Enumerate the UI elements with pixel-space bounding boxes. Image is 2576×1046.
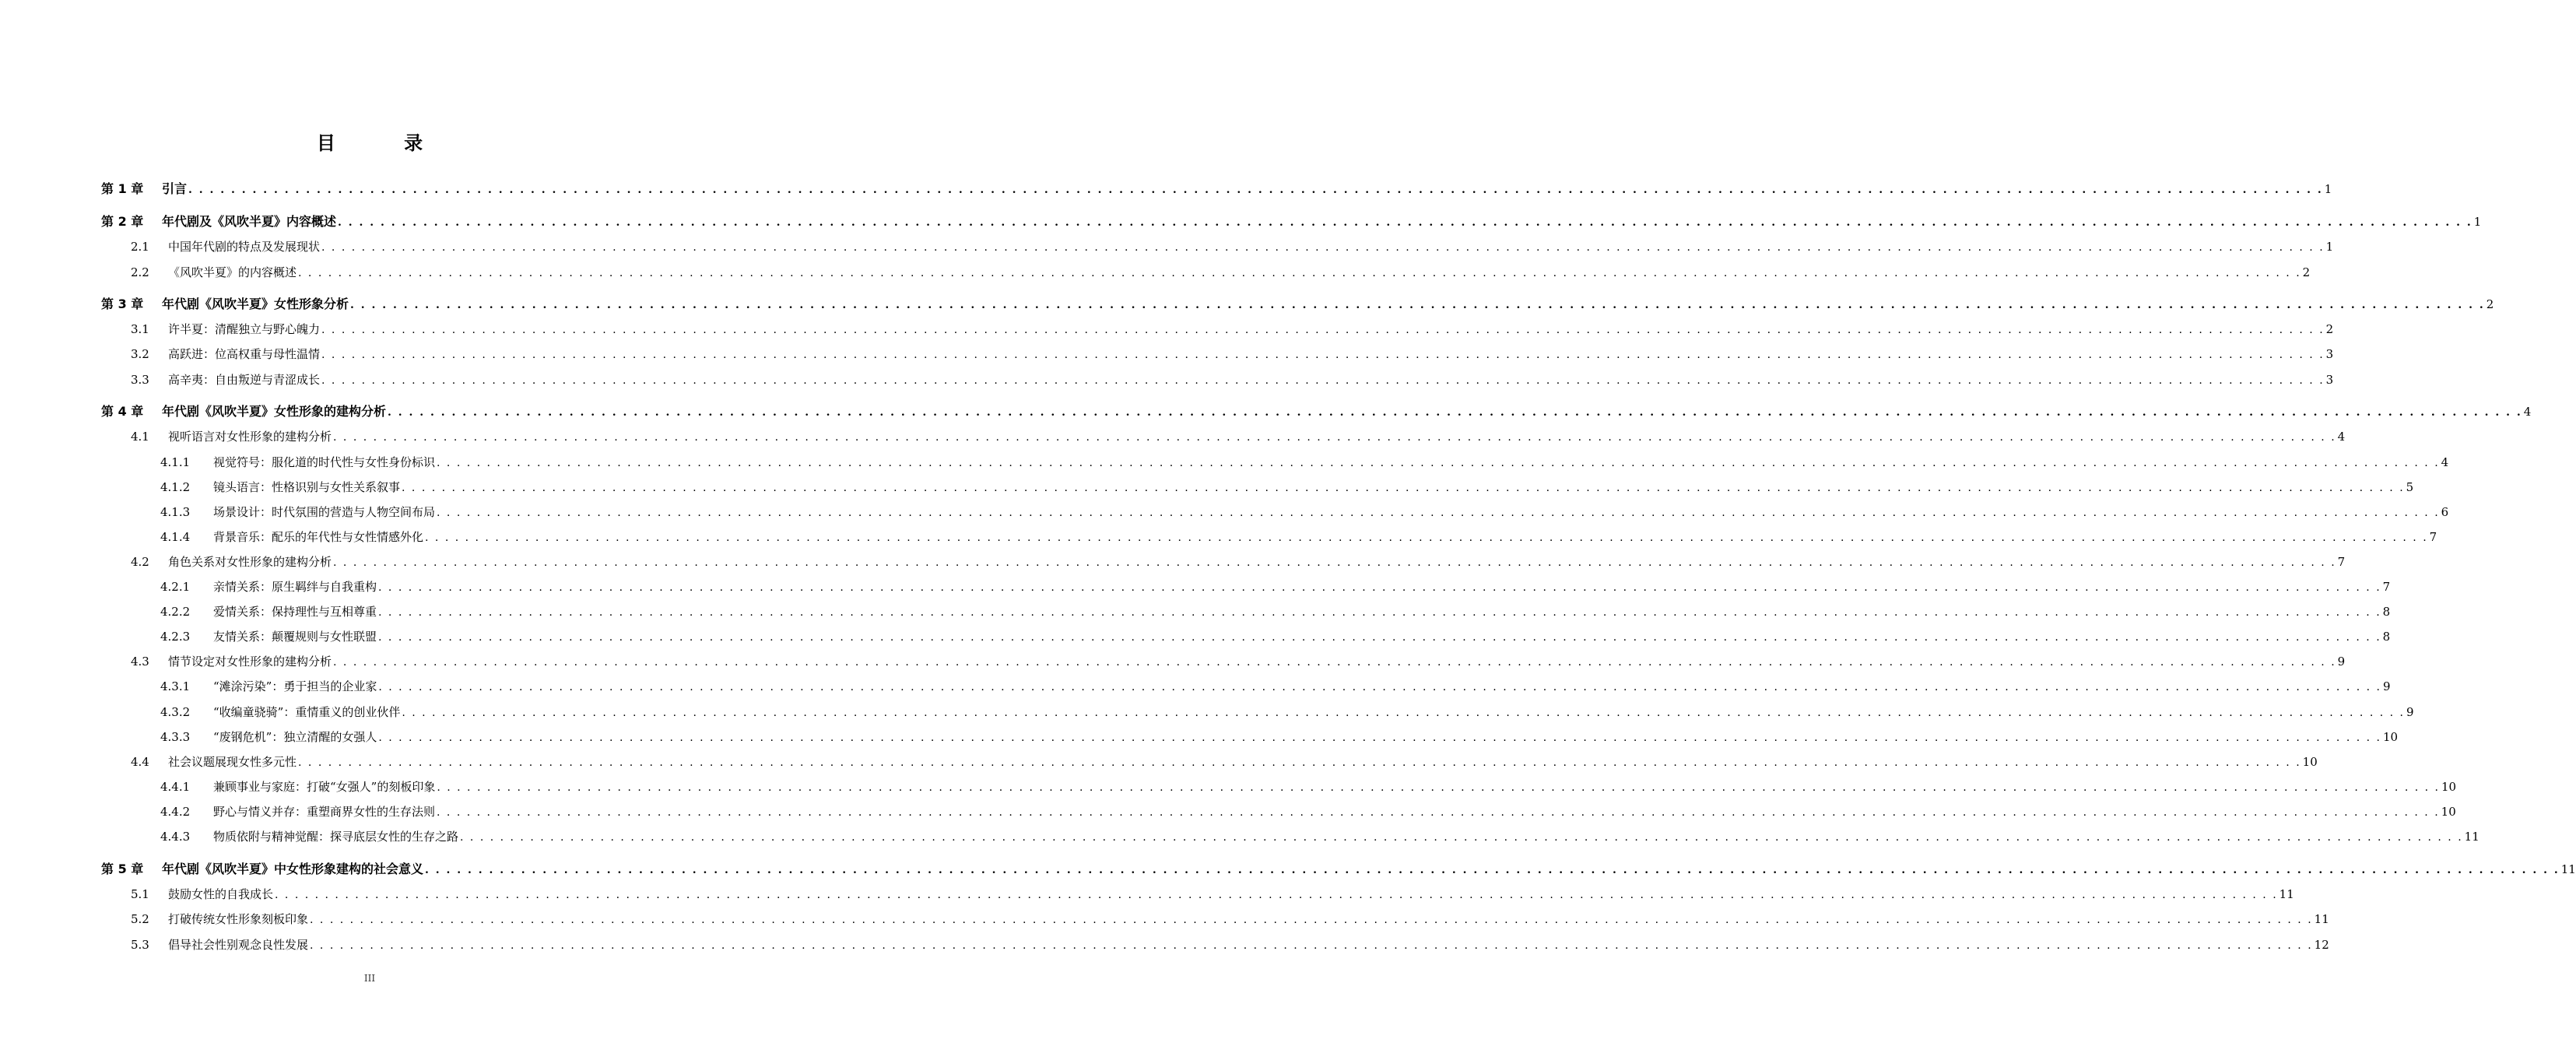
toc-entry-page: 3 bbox=[2325, 373, 2334, 387]
toc-leader-dots: . . . . . . . . . . . . . . . . . . . . . . . . . . . . . . . . . . . . . . . . . . . . . . . . . . . . . . . . . . . . . . . . . . . . . . . . . . . . . . . . . . . . . . . . . . . . . . . . . . . . . . . . . . . . . . . . . . . . . . . . . . . . . . . . . . . . . . . . . . . . . . . . . . . . . . . . . . . . . . . . . . . . . . . . . . . . . . . . . . . . . . . . . . . . . . . . . . . . . . . . bbox=[425, 532, 2428, 544]
toc-leader-dots: . . . . . . . . . . . . . . . . . . . . . . . . . . . . . . . . . . . . . . . . . . . . . . . . . . . . . . . . . . . . . . . . . . . . . . . . . . . . . . . . . . . . . . . . . . . . . . . . . . . . . . . . . . . . . . . . . . . . . . . . . . . . . . . . . . . . . . . . . . . . . . . . . . . . . . . . . . . . . . . . . . . . . . . . . . . . . . . . . . . . . . . . . . . . . . . . . . . . . . . . bbox=[378, 631, 2381, 644]
toc-entry[interactable] bbox=[131, 321, 2334, 338]
toc-entry-page: 7 bbox=[2382, 580, 2391, 594]
toc-leader-dots: . . . . . . . . . . . . . . . . . . . . . . . . . . . . . . . . . . . . . . . . . . . . . . . . . . . . . . . . . . . . . . . . . . . . . . . . . . . . . . . . . . . . . . . . . . . . . . . . . . . . . . . . . . . . . . . . . . . . . . . . . . . . . . . . . . . . . . . . . . . . . . . . . . . . . . . . . . . . . . . . . . . . . . . . . . . . . . . . . . . . . . . . . . . . . . . . . . . . . . . . bbox=[350, 299, 2485, 311]
toc-entry-title: 倡导社会性别观念良性发展 bbox=[168, 938, 309, 952]
toc-entry[interactable] bbox=[101, 296, 2494, 313]
toc-entry-page: 9 bbox=[2382, 679, 2391, 693]
toc-entry-page: 9 bbox=[2337, 655, 2346, 669]
toc-entry-page: 4 bbox=[2337, 430, 2346, 444]
toc-entry[interactable] bbox=[101, 861, 2576, 878]
toc-entry-title: 引言 bbox=[162, 181, 188, 196]
toc-entry-title: 年代剧《风吹半夏》女性形象的建构分析 bbox=[162, 404, 387, 419]
toc-entry-number: 4.1.1 bbox=[160, 455, 191, 469]
toc-entry-number: 5.3 bbox=[131, 938, 149, 952]
toc-entry[interactable] bbox=[131, 264, 2311, 281]
toc-entry-number: 4.2.1 bbox=[160, 580, 191, 594]
toc-leader-dots: . . . . . . . . . . . . . . . . . . . . . . . . . . . . . . . . . . . . . . . . . . . . . . . . . . . . . . . . . . . . . . . . . . . . . . . . . . . . . . . . . . . . . . . . . . . . . . . . . . . . . . . . . . . . . . . . . . . . . . . . . . . . . . . . . . . . . . . . . . . . . . . . . . . . . . . . . . . . . . . . . . . . . . . . . . . . . . . . . . . . . . . . . . . . . . . . . . . . . . . . bbox=[333, 656, 2336, 669]
toc-leader-dots: . . . . . . . . . . . . . . . . . . . . . . . . . . . . . . . . . . . . . . . . . . . . . . . . . . . . . . . . . . . . . . . . . . . . . . . . . . . . . . . . . . . . . . . . . . . . . . . . . . . . . . . . . . . . . . . . . . . . . . . . . . . . . . . . . . . . . . . . . . . . . . . . . . . . . . . . . . . . . . . . . . . . . . . . . . . . . . . . . . . . . . . . . . . . . . . . . . . . . . . . bbox=[437, 806, 2440, 819]
toc-entry[interactable] bbox=[131, 886, 2294, 903]
toc-entry-title: 高辛夷：自由叛逆与青涩成长 bbox=[168, 373, 321, 387]
toc-entry-page: 11 bbox=[2560, 862, 2576, 876]
toc-entry-page: 11 bbox=[2279, 887, 2294, 901]
toc-entry-title: 镜头语言：性格识别与女性关系叙事 bbox=[213, 480, 401, 494]
toc-entry[interactable] bbox=[160, 678, 2391, 695]
toc-entry-title: 兼顾事业与家庭：打破“女强人”的刻板印象 bbox=[213, 780, 436, 794]
toc-leader-dots: . . . . . . . . . . . . . . . . . . . . . . . . . . . . . . . . . . . . . . . . . . . . . . . . . . . . . . . . . . . . . . . . . . . . . . . . . . . . . . . . . . . . . . . . . . . . . . . . . . . . . . . . . . . . . . . . . . . . . . . . . . . . . . . . . . . . . . . . . . . . . . . . . . . . . . . . . . . . . . . . . . . . . . . . . . . . . . . . . . . . . . . . . . . . . . . . . . . . . . . . bbox=[378, 732, 2381, 744]
toc-entry-title: 背景音乐：配乐的年代性与女性情感外化 bbox=[213, 530, 424, 544]
toc-entry-page: 11 bbox=[2314, 912, 2329, 926]
toc-leader-dots: . . . . . . . . . . . . . . . . . . . . . . . . . . . . . . . . . . . . . . . . . . . . . . . . . . . . . . . . . . . . . . . . . . . . . . . . . . . . . . . . . . . . . . . . . . . . . . . . . . . . . . . . . . . . . . . . . . . . . . . . . . . . . . . . . . . . . . . . . . . . . . . . . . . . . . . . . . . . . . . . . . . . . . . . . . . . . . . . . . . . . . . . . . . . . . . . . . . . . . . . bbox=[275, 889, 2278, 901]
toc-entry-number: 4.4.2 bbox=[160, 805, 191, 819]
toc-entry-title: 鼓励女性的自我成长 bbox=[168, 887, 274, 901]
toc-entry[interactable] bbox=[160, 704, 2414, 721]
toc-leader-dots: . . . . . . . . . . . . . . . . . . . . . . . . . . . . . . . . . . . . . . . . . . . . . . . . . . . . . . . . . . . . . . . . . . . . . . . . . . . . . . . . . . . . . . . . . . . . . . . . . . . . . . . . . . . . . . . . . . . . . . . . . . . . . . . . . . . . . . . . . . . . . . . . . . . . . . . . . . . . . . . . . . . . . . . . . . . . . . . . . . . . . . . . . . . . . . . . . . . . . . . . bbox=[402, 707, 2405, 719]
toc-entry[interactable] bbox=[131, 238, 2334, 255]
toc-entry-page: 7 bbox=[2429, 530, 2437, 544]
toc-entry-number: 3.2 bbox=[131, 347, 149, 361]
toc-entry[interactable] bbox=[160, 504, 2449, 521]
toc-entry-number: 4.1.2 bbox=[160, 480, 191, 494]
toc-entry-number: 2.1 bbox=[131, 240, 149, 254]
toc-entry-title: 亲情关系：原生羁绊与自我重构 bbox=[213, 580, 377, 594]
toc-entry[interactable] bbox=[160, 603, 2391, 620]
toc-entry[interactable] bbox=[131, 346, 2334, 363]
toc-entry-page: 9 bbox=[2406, 705, 2414, 719]
toc-entry-page: 6 bbox=[2441, 505, 2449, 519]
toc-entry-title: “滩涂污染”：勇于担当的企业家 bbox=[213, 679, 377, 693]
toc-entry-number: 第 2 章 bbox=[101, 214, 144, 229]
toc-entry-page: 8 bbox=[2382, 630, 2391, 644]
toc-leader-dots: . . . . . . . . . . . . . . . . . . . . . . . . . . . . . . . . . . . . . . . . . . . . . . . . . . . . . . . . . . . . . . . . . . . . . . . . . . . . . . . . . . . . . . . . . . . . . . . . . . . . . . . . . . . . . . . . . . . . . . . . . . . . . . . . . . . . . . . . . . . . . . . . . . . . . . . . . . . . . . . . . . . . . . . . . . . . . . . . . . . . . . . . . . . . . . . . . . . . . . . . bbox=[378, 581, 2381, 594]
toc-entry-page: 1 bbox=[2324, 182, 2332, 196]
toc-entry-number: 4.3.1 bbox=[160, 679, 191, 693]
toc-entry-title: 情节设定对女性形象的建构分析 bbox=[168, 655, 332, 669]
toc-entry-number: 4.3.2 bbox=[160, 705, 191, 719]
toc-entry-title: 视听语言对女性形象的建构分析 bbox=[168, 430, 332, 444]
toc-entry[interactable] bbox=[101, 213, 2482, 230]
toc-entry-title: 高跃进：位高权重与母性温情 bbox=[168, 347, 321, 361]
toc-entry-title: 野心与情义并存：重塑商界女性的生存法则 bbox=[213, 805, 436, 819]
toc-leader-dots: . . . . . . . . . . . . . . . . . . . . . . . . . . . . . . . . . . . . . . . . . . . . . . . . . . . . . . . . . . . . . . . . . . . . . . . . . . . . . . . . . . . . . . . . . . . . . . . . . . . . . . . . . . . . . . . . . . . . . . . . . . . . . . . . . . . . . . . . . . . . . . . . . . . . . . . . . . . . . . . . . . . . . . . . . . . . . . . . . . . . . . . . . . . . . . . . . . . . . . . . bbox=[437, 457, 2440, 469]
toc-leader-dots: . . . . . . . . . . . . . . . . . . . . . . . . . . . . . . . . . . . . . . . . . . . . . . . . . . . . . . . . . . . . . . . . . . . . . . . . . . . . . . . . . . . . . . . . . . . . . . . . . . . . . . . . . . . . . . . . . . . . . . . . . . . . . . . . . . . . . . . . . . . . . . . . . . . . . . . . . . . . . . . . . . . . . . . . . . . . . . . . . . . . . . . . . . . . . . . . . . . . . . . . bbox=[378, 681, 2381, 693]
page-number: III bbox=[363, 973, 376, 984]
toc-leader-dots: . . . . . . . . . . . . . . . . . . . . . . . . . . . . . . . . . . . . . . . . . . . . . . . . . . . . . . . . . . . . . . . . . . . . . . . . . . . . . . . . . . . . . . . . . . . . . . . . . . . . . . . . . . . . . . . . . . . . . . . . . . . . . . . . . . . . . . . . . . . . . . . . . . . . . . . . . . . . . . . . . . . . . . . . . . . . . . . . . . . . . . . . . . . . . . . . . . . . . . . . bbox=[333, 556, 2336, 569]
toc-leader-dots: . . . . . . . . . . . . . . . . . . . . . . . . . . . . . . . . . . . . . . . . . . . . . . . . . . . . . . . . . . . . . . . . . . . . . . . . . . . . . . . . . . . . . . . . . . . . . . . . . . . . . . . . . . . . . . . . . . . . . . . . . . . . . . . . . . . . . . . . . . . . . . . . . . . . . . . . . . . . . . . . . . . . . . . . . . . . . . . . . . . . . . . . . . . . . . . . . . . . . . . . bbox=[310, 914, 2313, 926]
toc-entry-title: 物质依附与精神觉醒：探寻底层女性的生存之路 bbox=[213, 830, 459, 844]
toc-entry[interactable] bbox=[131, 653, 2346, 670]
toc-entry-title: 友情关系：颠覆规则与女性联盟 bbox=[213, 630, 377, 644]
toc-entry-page: 2 bbox=[2486, 297, 2494, 311]
toc-entry-number: 3.3 bbox=[131, 373, 149, 387]
toc-entry[interactable] bbox=[160, 528, 2437, 546]
toc-entry-number: 第 4 章 bbox=[101, 404, 144, 419]
toc-entry-number: 4.2 bbox=[131, 555, 149, 569]
toc-entry-number: 4.1 bbox=[131, 430, 149, 444]
toc-leader-dots: . . . . . . . . . . . . . . . . . . . . . . . . . . . . . . . . . . . . . . . . . . . . . . . . . . . . . . . . . . . . . . . . . . . . . . . . . . . . . . . . . . . . . . . . . . . . . . . . . . . . . . . . . . . . . . . . . . . . . . . . . . . . . . . . . . . . . . . . . . . . . . . . . . . . . . . . . . . . . . . . . . . . . . . . . . . . . . . . . . . . . . . . . . . . . . . . . . . . . . . . bbox=[321, 374, 2325, 387]
toc-leader-dots: . . . . . . . . . . . . . . . . . . . . . . . . . . . . . . . . . . . . . . . . . . . . . . . . . . . . . . . . . . . . . . . . . . . . . . . . . . . . . . . . . . . . . . . . . . . . . . . . . . . . . . . . . . . . . . . . . . . . . . . . . . . . . . . . . . . . . . . . . . . . . . . . . . . . . . . . . . . . . . . . . . . . . . . . . . . . . . . . . . . . . . . . . . . . . . . . . . . . . . . . bbox=[188, 184, 2323, 196]
toc-entry-title: 社会议题展现女性多元性 bbox=[168, 755, 297, 769]
toc-entry-number: 4.1.4 bbox=[160, 530, 191, 544]
toc-entry[interactable] bbox=[160, 479, 2414, 496]
toc-entry-title: 爱情关系：保持理性与互相尊重 bbox=[213, 605, 377, 619]
toc-entry-title: 场景设计：时代氛围的营造与人物空间布局 bbox=[213, 505, 436, 519]
toc-leader-dots: . . . . . . . . . . . . . . . . . . . . . . . . . . . . . . . . . . . . . . . . . . . . . . . . . . . . . . . . . . . . . . . . . . . . . . . . . . . . . . . . . . . . . . . . . . . . . . . . . . . . . . . . . . . . . . . . . . . . . . . . . . . . . . . . . . . . . . . . . . . . . . . . . . . . . . . . . . . . . . . . . . . . . . . . . . . . . . . . . . . . . . . . . . . . . . . . . . . . . . . . bbox=[310, 939, 2313, 952]
toc-entry-number: 4.4 bbox=[131, 755, 149, 769]
toc-entry-number: 第 3 章 bbox=[101, 297, 144, 311]
toc-entry[interactable] bbox=[160, 578, 2391, 595]
toc-entry-title: 年代剧《风吹半夏》中女性形象建构的社会意义 bbox=[162, 862, 424, 876]
toc-entry[interactable] bbox=[131, 936, 2329, 953]
toc-entry-title: 视觉符号：服化道的时代性与女性身份标识 bbox=[213, 455, 436, 469]
toc-entry-number: 4.3 bbox=[131, 655, 149, 669]
toc-entry-page: 4 bbox=[2523, 405, 2532, 419]
toc-entry-page: 2 bbox=[2325, 322, 2334, 336]
toc-leader-dots: . . . . . . . . . . . . . . . . . . . . . . . . . . . . . . . . . . . . . . . . . . . . . . . . . . . . . . . . . . . . . . . . . . . . . . . . . . . . . . . . . . . . . . . . . . . . . . . . . . . . . . . . . . . . . . . . . . . . . . . . . . . . . . . . . . . . . . . . . . . . . . . . . . . . . . . . . . . . . . . . . . . . . . . . . . . . . . . . . . . . . . . . . . . . . . . . . . . . . . . . bbox=[425, 864, 2560, 876]
toc-entry[interactable] bbox=[131, 371, 2334, 388]
toc-entry-page: 2 bbox=[2302, 265, 2311, 279]
toc-leader-dots: . . . . . . . . . . . . . . . . . . . . . . . . . . . . . . . . . . . . . . . . . . . . . . . . . . . . . . . . . . . . . . . . . . . . . . . . . . . . . . . . . . . . . . . . . . . . . . . . . . . . . . . . . . . . . . . . . . . . . . . . . . . . . . . . . . . . . . . . . . . . . . . . . . . . . . . . . . . . . . . . . . . . . . . . . . . . . . . . . . . . . . . . . . . . . . . . . . . . . . . . bbox=[388, 406, 2522, 419]
toc-entry-title: 许半夏：清醒独立与野心魄力 bbox=[168, 322, 321, 336]
toc-entry-title: 年代剧及《风吹半夏》内容概述 bbox=[162, 214, 337, 229]
toc-entry-page: 11 bbox=[2464, 830, 2479, 844]
toc-leader-dots: . . . . . . . . . . . . . . . . . . . . . . . . . . . . . . . . . . . . . . . . . . . . . . . . . . . . . . . . . . . . . . . . . . . . . . . . . . . . . . . . . . . . . . . . . . . . . . . . . . . . . . . . . . . . . . . . . . . . . . . . . . . . . . . . . . . . . . . . . . . . . . . . . . . . . . . . . . . . . . . . . . . . . . . . . . . . . . . . . . . . . . . . . . . . . . . . . . . . . . . . bbox=[321, 324, 2325, 336]
toc-leader-dots: . . . . . . . . . . . . . . . . . . . . . . . . . . . . . . . . . . . . . . . . . . . . . . . . . . . . . . . . . . . . . . . . . . . . . . . . . . . . . . . . . . . . . . . . . . . . . . . . . . . . . . . . . . . . . . . . . . . . . . . . . . . . . . . . . . . . . . . . . . . . . . . . . . . . . . . . . . . . . . . . . . . . . . . . . . . . . . . . . . . . . . . . . . . . . . . . . . . . . . . . bbox=[298, 756, 2301, 769]
toc-entry-title: 年代剧《风吹半夏》女性形象分析 bbox=[162, 297, 349, 311]
toc-entry-page: 10 bbox=[2302, 755, 2318, 769]
toc-entry[interactable] bbox=[131, 428, 2346, 445]
toc-leader-dots: . . . . . . . . . . . . . . . . . . . . . . . . . . . . . . . . . . . . . . . . . . . . . . . . . . . . . . . . . . . . . . . . . . . . . . . . . . . . . . . . . . . . . . . . . . . . . . . . . . . . . . . . . . . . . . . . . . . . . . . . . . . . . . . . . . . . . . . . . . . . . . . . . . . . . . . . . . . . . . . . . . . . . . . . . . . . . . . . . . . . . . . . . . . . . . . . . . . . . . . . bbox=[437, 507, 2440, 519]
toc-entry[interactable] bbox=[160, 628, 2391, 645]
toc-entry-page: 12 bbox=[2314, 938, 2329, 952]
toc-entry[interactable] bbox=[160, 803, 2456, 820]
toc-entry-number: 4.4.1 bbox=[160, 780, 191, 794]
toc-entry[interactable] bbox=[160, 728, 2399, 746]
toc-entry-page: 10 bbox=[2441, 780, 2457, 794]
toc-entry-number: 4.2.3 bbox=[160, 630, 191, 644]
toc-leader-dots: . . . . . . . . . . . . . . . . . . . . . . . . . . . . . . . . . . . . . . . . . . . . . . . . . . . . . . . . . . . . . . . . . . . . . . . . . . . . . . . . . . . . . . . . . . . . . . . . . . . . . . . . . . . . . . . . . . . . . . . . . . . . . . . . . . . . . . . . . . . . . . . . . . . . . . . . . . . . . . . . . . . . . . . . . . . . . . . . . . . . . . . . . . . . . . . . . . . . . . . . bbox=[437, 781, 2440, 794]
toc-entry[interactable] bbox=[160, 828, 2479, 845]
toc-entry-number: 4.4.3 bbox=[160, 830, 191, 844]
toc-entry[interactable] bbox=[131, 753, 2318, 770]
toc-entry-number: 2.2 bbox=[131, 265, 149, 279]
toc-entry-page: 10 bbox=[2382, 730, 2399, 744]
toc-entry-page: 10 bbox=[2441, 805, 2456, 819]
toc-entry-page: 1 bbox=[2473, 215, 2482, 229]
toc-entry-title: 中国年代剧的特点及发展现状 bbox=[168, 240, 321, 254]
toc-entry-number: 4.2.2 bbox=[160, 605, 191, 619]
toc-entry-number: 4.1.3 bbox=[160, 505, 191, 519]
toc-entry[interactable] bbox=[101, 403, 2532, 420]
toc-entry[interactable] bbox=[160, 778, 2457, 795]
toc-entry-number: 3.1 bbox=[131, 322, 149, 336]
toc-entry-number: 5.2 bbox=[131, 912, 149, 926]
toc-entry-title: 角色关系对女性形象的建构分析 bbox=[168, 555, 332, 569]
toc-entry[interactable] bbox=[160, 454, 2449, 471]
toc-entry-number: 4.3.3 bbox=[160, 730, 191, 744]
toc-title: 目 录 bbox=[316, 132, 454, 154]
toc-entry[interactable] bbox=[101, 181, 2332, 198]
toc-leader-dots: . . . . . . . . . . . . . . . . . . . . . . . . . . . . . . . . . . . . . . . . . . . . . . . . . . . . . . . . . . . . . . . . . . . . . . . . . . . . . . . . . . . . . . . . . . . . . . . . . . . . . . . . . . . . . . . . . . . . . . . . . . . . . . . . . . . . . . . . . . . . . . . . . . . . . . . . . . . . . . . . . . . . . . . . . . . . . . . . . . . . . . . . . . . . . . . . . . . . . . . . bbox=[321, 241, 2325, 254]
toc-entry-title: “废钢危机”：独立清醒的女强人 bbox=[213, 730, 377, 744]
toc-entry-title: “收编童骁骑”：重情重义的创业伙伴 bbox=[213, 705, 401, 719]
toc-entry-page: 7 bbox=[2337, 555, 2346, 569]
toc-leader-dots: . . . . . . . . . . . . . . . . . . . . . . . . . . . . . . . . . . . . . . . . . . . . . . . . . . . . . . . . . . . . . . . . . . . . . . . . . . . . . . . . . . . . . . . . . . . . . . . . . . . . . . . . . . . . . . . . . . . . . . . . . . . . . . . . . . . . . . . . . . . . . . . . . . . . . . . . . . . . . . . . . . . . . . . . . . . . . . . . . . . . . . . . . . . . . . . . . . . . . . . . bbox=[333, 431, 2336, 444]
toc-leader-dots: . . . . . . . . . . . . . . . . . . . . . . . . . . . . . . . . . . . . . . . . . . . . . . . . . . . . . . . . . . . . . . . . . . . . . . . . . . . . . . . . . . . . . . . . . . . . . . . . . . . . . . . . . . . . . . . . . . . . . . . . . . . . . . . . . . . . . . . . . . . . . . . . . . . . . . . . . . . . . . . . . . . . . . . . . . . . . . . . . . . . . . . . . . . . . . . . . . . . . . . . bbox=[460, 831, 2463, 844]
toc-leader-dots: . . . . . . . . . . . . . . . . . . . . . . . . . . . . . . . . . . . . . . . . . . . . . . . . . . . . . . . . . . . . . . . . . . . . . . . . . . . . . . . . . . . . . . . . . . . . . . . . . . . . . . . . . . . . . . . . . . . . . . . . . . . . . . . . . . . . . . . . . . . . . . . . . . . . . . . . . . . . . . . . . . . . . . . . . . . . . . . . . . . . . . . . . . . . . . . . . . . . . . . . bbox=[402, 482, 2405, 494]
toc-entry-page: 1 bbox=[2325, 240, 2334, 254]
toc-entry[interactable] bbox=[131, 911, 2329, 928]
toc-entry-page: 8 bbox=[2382, 605, 2391, 619]
toc-leader-dots: . . . . . . . . . . . . . . . . . . . . . . . . . . . . . . . . . . . . . . . . . . . . . . . . . . . . . . . . . . . . . . . . . . . . . . . . . . . . . . . . . . . . . . . . . . . . . . . . . . . . . . . . . . . . . . . . . . . . . . . . . . . . . . . . . . . . . . . . . . . . . . . . . . . . . . . . . . . . . . . . . . . . . . . . . . . . . . . . . . . . . . . . . . . . . . . . . . . . . . . . bbox=[321, 349, 2325, 361]
toc-entry-title: 打破传统女性形象刻板印象 bbox=[168, 912, 309, 926]
toc-entry-page: 4 bbox=[2441, 455, 2449, 469]
toc-entry-number: 5.1 bbox=[131, 887, 149, 901]
toc-entry-number: 第 5 章 bbox=[101, 862, 144, 876]
toc-leader-dots: . . . . . . . . . . . . . . . . . . . . . . . . . . . . . . . . . . . . . . . . . . . . . . . . . . . . . . . . . . . . . . . . . . . . . . . . . . . . . . . . . . . . . . . . . . . . . . . . . . . . . . . . . . . . . . . . . . . . . . . . . . . . . . . . . . . . . . . . . . . . . . . . . . . . . . . . . . . . . . . . . . . . . . . . . . . . . . . . . . . . . . . . . . . . . . . . . . . . . . . . bbox=[378, 606, 2381, 619]
toc-entry-page: 3 bbox=[2325, 347, 2334, 361]
toc-entry[interactable] bbox=[131, 553, 2346, 570]
toc-leader-dots: . . . . . . . . . . . . . . . . . . . . . . . . . . . . . . . . . . . . . . . . . . . . . . . . . . . . . . . . . . . . . . . . . . . . . . . . . . . . . . . . . . . . . . . . . . . . . . . . . . . . . . . . . . . . . . . . . . . . . . . . . . . . . . . . . . . . . . . . . . . . . . . . . . . . . . . . . . . . . . . . . . . . . . . . . . . . . . . . . . . . . . . . . . . . . . . . . . . . . . . . bbox=[298, 267, 2301, 279]
toc-entry-title: 《风吹半夏》的内容概述 bbox=[168, 265, 297, 279]
toc-entry-page: 5 bbox=[2406, 480, 2414, 494]
toc-entry-number: 第 1 章 bbox=[101, 181, 144, 196]
toc-leader-dots: . . . . . . . . . . . . . . . . . . . . . . . . . . . . . . . . . . . . . . . . . . . . . . . . . . . . . . . . . . . . . . . . . . . . . . . . . . . . . . . . . . . . . . . . . . . . . . . . . . . . . . . . . . . . . . . . . . . . . . . . . . . . . . . . . . . . . . . . . . . . . . . . . . . . . . . . . . . . . . . . . . . . . . . . . . . . . . . . . . . . . . . . . . . . . . . . . . . . . . . . bbox=[338, 216, 2472, 229]
